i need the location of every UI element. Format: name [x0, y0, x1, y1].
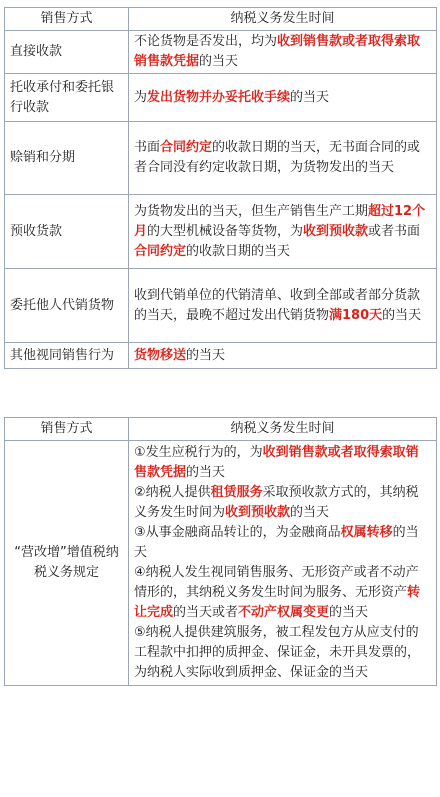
method-cell: 预收货款 — [5, 195, 129, 269]
rule-item — [134, 623, 431, 683]
method-cell: 直接收款 — [5, 31, 129, 74]
text-segment: 的当天 — [186, 347, 226, 363]
highlight-text: 满180天 — [329, 307, 383, 323]
highlight-text: 收到销售款或者取得索取销售款凭据 — [134, 445, 419, 480]
highlight-text: 收到销售款或者取得索取销售款凭据 — [134, 34, 421, 69]
table-header-row — [5, 8, 437, 31]
time-cell — [129, 269, 437, 343]
text-segment: 的大型机械设备等货物，为 — [147, 223, 304, 239]
text-segment: 的当天 — [134, 525, 419, 560]
table-row — [5, 122, 437, 195]
highlight-text: 收到预收款 — [225, 505, 291, 520]
method-cell: 其他视同销售行为 — [5, 343, 129, 369]
highlight-text: 转让完成 — [134, 585, 421, 620]
method-cell: 托收承付和委托银行收款 — [5, 74, 129, 122]
text-segment: 的收款日期的当天，无书面合同的或者合同没有约定收款日期，为货物发出的当天 — [134, 140, 421, 175]
time-cell — [129, 343, 437, 369]
text-segment: 的当天 — [290, 89, 330, 105]
text-segment: 的当天 — [329, 605, 369, 620]
highlight-text: 超过12个月 — [134, 203, 426, 239]
highlight-text: 不动产权属变更 — [238, 605, 330, 620]
table-row — [5, 195, 437, 269]
text-segment: ③从事金融商品转让的，为金融商品 — [134, 525, 341, 540]
header-tax-time: 纳税义务发生时间 — [129, 418, 437, 441]
text-segment: 的当天 — [186, 465, 226, 480]
text-segment: 不论货物是否发出，均为 — [134, 34, 278, 49]
highlight-text: 货物移送 — [134, 347, 187, 363]
highlight-text: 权属转移 — [340, 525, 393, 540]
table-header-row — [5, 418, 437, 441]
text-segment: 的收款日期的当天 — [186, 243, 291, 259]
highlight-text: 收到预收款 — [303, 223, 369, 239]
table-row — [5, 269, 437, 343]
rule-item — [134, 523, 431, 563]
method-cell: “营改增”增值税纳税义务规定 — [5, 441, 129, 686]
time-cell — [129, 74, 437, 122]
text-segment: 采取预收款方式的，其纳税义务发生时间为 — [134, 485, 419, 520]
text-segment: ⑤纳税人提供建筑服务，被工程发包方从应支付的工程款中扣押的质押金、保证金，未开具发票的，为纳税人实际收到质押金、保证金的当天 — [134, 625, 421, 680]
table-row — [5, 31, 437, 74]
highlight-text: 合同约定 — [160, 140, 213, 155]
text-segment: 的当天或者 — [173, 605, 239, 620]
rule-item — [134, 483, 431, 523]
time-cell — [129, 31, 437, 74]
text-segment: ②纳税人提供 — [134, 485, 211, 500]
header-sales-method: 销售方式 — [5, 418, 129, 441]
text-segment: ④纳税人发生视同销售服务、无形资产或者不动产情形的，其纳税义务发生时间为服务、无形资产 — [134, 565, 419, 600]
table-row — [5, 343, 437, 369]
text-segment: 的当天 — [290, 505, 330, 520]
header-sales-method: 销售方式 — [5, 8, 129, 31]
sales-method-table — [4, 7, 437, 369]
table-row — [5, 74, 437, 122]
header-tax-time: 纳税义务发生时间 — [129, 8, 437, 31]
text-segment: 或者书面 — [368, 223, 421, 239]
table-row — [5, 441, 437, 686]
time-cell — [129, 195, 437, 269]
vat-reform-table — [4, 417, 437, 686]
rules-cell — [129, 441, 437, 686]
highlight-text: 合同约定 — [134, 243, 187, 259]
text-segment: ①发生应税行为的，为 — [134, 445, 263, 460]
rule-item — [134, 443, 431, 483]
text-segment: 收到代销单位的代销清单、收到全部或者部分货款的当天，最晚不超过发出代销货物 — [134, 287, 421, 323]
text-segment: 的当天 — [382, 307, 422, 323]
method-cell: 委托他人代销货物 — [5, 269, 129, 343]
method-cell: 赊销和分期 — [5, 122, 129, 195]
text-segment: 书面 — [134, 140, 161, 155]
time-cell — [129, 122, 437, 195]
text-segment: 为 — [134, 89, 148, 105]
rule-item — [134, 563, 431, 623]
highlight-text: 租赁服务 — [210, 485, 263, 500]
text-segment: 为货物发出的当天，但生产销售生产工期 — [134, 203, 369, 219]
text-segment: 的当天 — [199, 54, 239, 69]
highlight-text: 发出货物并办妥托收手续 — [147, 89, 291, 105]
